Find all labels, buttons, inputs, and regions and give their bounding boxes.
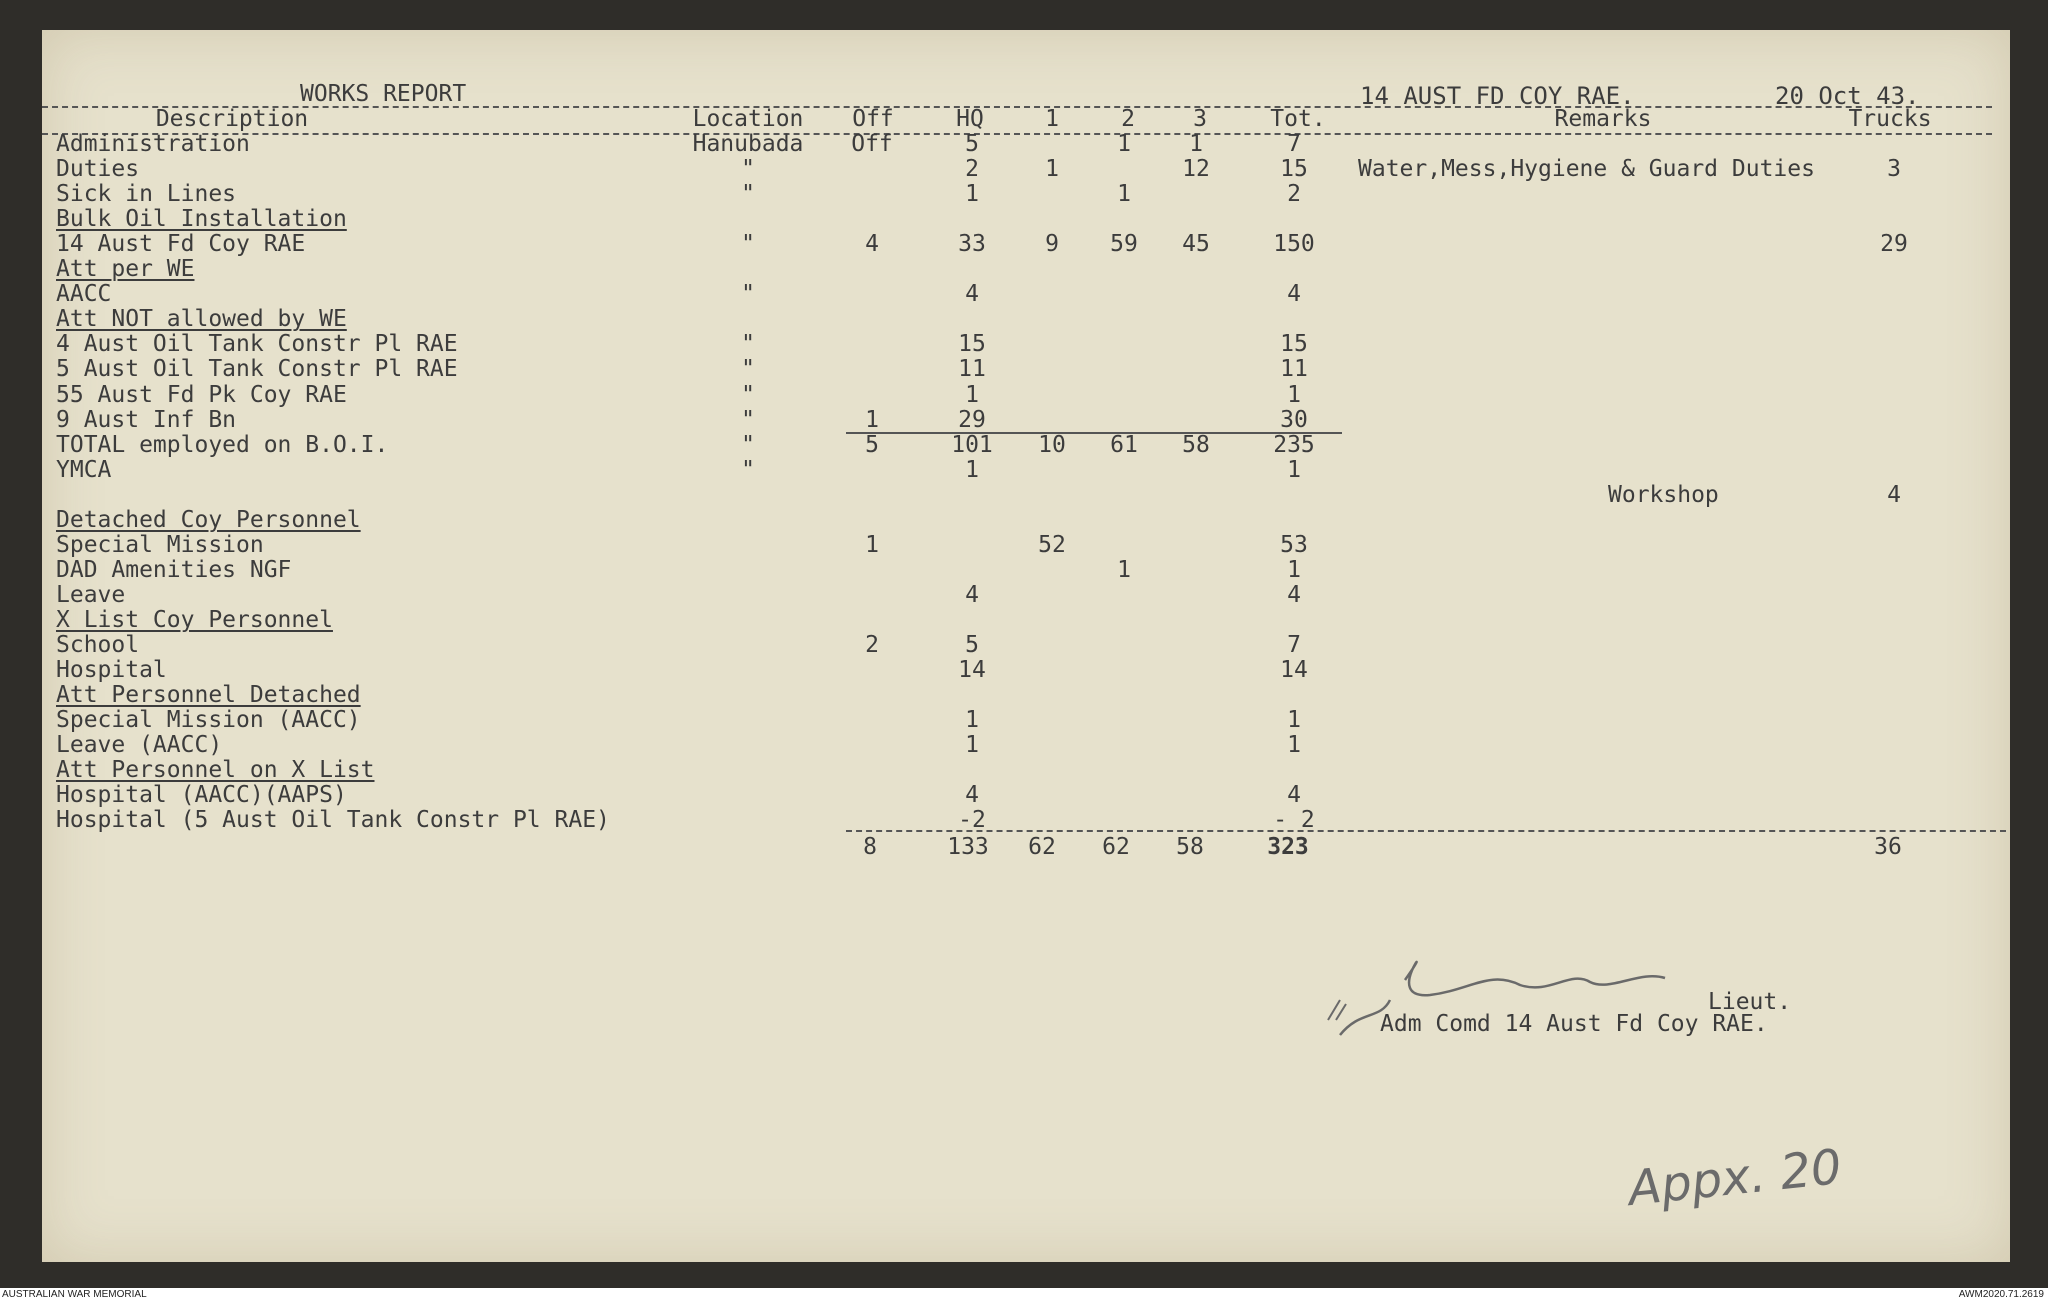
row-off: 4 [865,231,879,258]
row-trucks: 4 [1887,481,1901,508]
row-description: Leave (AACC) [56,732,223,759]
row-total: 1 [1287,707,1301,734]
row-remarks: Water,Mess,Hygiene & Guard Duties [1358,156,1815,183]
row-p1: 1 [1045,156,1059,183]
row-off: 1 [865,531,879,558]
row-total: 1 [1287,732,1301,759]
row-description: Att Personnel on X List [56,757,375,784]
row-off: 2 [865,632,879,658]
col-header-p3: 3 [1193,106,1207,132]
row-location: " [741,331,755,358]
row-p2: 1 [1117,556,1131,583]
row-location: " [741,231,755,258]
row-location: " [741,156,755,183]
grand-total-off: 8 [863,834,877,860]
col-header-hq: HQ [956,106,984,132]
row-total: - 2 [1273,807,1315,834]
grand-total-hq: 133 [947,834,989,860]
row-total: 150 [1273,231,1315,258]
row-p1: 9 [1045,231,1059,258]
row-hq: 4 [965,782,979,809]
row-hq: 101 [951,431,993,458]
report-date: 20 Oct 43. [1775,82,1920,110]
row-description: Special Mission [56,531,264,558]
row-total: 235 [1273,431,1315,458]
appendix-annotation: Appx. 20 [1625,1138,1845,1218]
row-hq: 1 [965,732,979,759]
row-location: " [741,356,755,383]
row-description: 4 Aust Oil Tank Constr Pl RAE [56,331,458,358]
row-location: " [741,181,755,208]
row-total: 53 [1280,531,1308,558]
row-remarks: Workshop [1608,481,1719,508]
row-total: 2 [1287,181,1301,208]
row-description: Hospital (5 Aust Oil Tank Constr Pl RAE) [56,807,610,834]
row-description: 14 Aust Fd Coy RAE [56,231,306,258]
row-total: 4 [1287,281,1301,308]
row-p2: 61 [1110,431,1138,458]
col-header-description: Description [155,106,309,132]
row-hq: 1 [965,381,979,408]
row-description: Administration [56,131,250,157]
row-description: 55 Aust Fd Pk Coy RAE [56,381,347,408]
row-description: 9 Aust Inf Bn [56,406,237,433]
row-p3: 1 [1189,131,1203,157]
row-hq: -2 [958,807,986,834]
row-hq: 15 [958,331,986,358]
footer-right: AWM2020.71.2619 [1958,1289,2044,1300]
row-description: Hospital [56,657,167,684]
grand-total-tot: 323 [1267,834,1309,860]
row-description: Att Personnel Detached [56,682,361,709]
col-header-total: Tot. [1270,106,1326,132]
subtotal-rule [846,432,1342,434]
row-hq: 5 [965,131,979,157]
row-description: YMCA [56,456,112,483]
row-location: " [741,406,755,433]
row-p3: 45 [1182,231,1210,258]
row-description: School [56,632,140,658]
row-hq: 14 [958,657,986,684]
row-hq: 1 [965,181,979,208]
row-hq: 2 [965,156,979,183]
row-total: 4 [1287,782,1301,809]
row-description: Sick in Lines [56,181,237,208]
grand-total-p2: 62 [1102,834,1130,860]
col-header-remarks: Remarks [1554,106,1652,132]
row-total: 14 [1280,657,1308,684]
row-hq: 1 [965,707,979,734]
col-header-location: Location [692,106,804,132]
archive-footer [0,1288,2048,1302]
grand-total-trucks: 36 [1874,834,1902,860]
col-header-p1: 1 [1045,106,1059,132]
row-description: AACC [56,281,112,308]
row-total: 11 [1280,356,1308,383]
row-p2: 59 [1110,231,1138,258]
row-total: 7 [1287,131,1301,157]
report-title: WORKS REPORT [300,81,467,107]
col-header-off: Off [852,106,894,132]
row-location: " [741,281,755,308]
row-description: Leave [56,581,126,608]
row-description: 5 Aust Oil Tank Constr Pl RAE [56,356,458,383]
unit-name: 14 AUST FD COY RAE. [1360,82,1635,110]
row-description: Duties [56,156,140,183]
row-total: 1 [1287,456,1301,483]
row-description: Att per WE [56,256,195,283]
row-description: Bulk Oil Installation [56,206,347,233]
row-off: 1 [865,406,879,433]
row-total: 15 [1280,156,1308,183]
row-p2: 1 [1117,131,1131,157]
row-description: Hospital (AACC)(AAPS) [56,782,347,809]
row-total: 1 [1287,556,1301,583]
row-hq: 4 [965,581,979,608]
grand-total-p3: 58 [1176,834,1204,860]
signature-rank: Lieut. [1708,989,1792,1015]
col-header-trucks: Trucks [1848,106,1932,132]
header-rule-bottom [42,133,1992,135]
grand-total-rule [846,830,2006,832]
row-p2: 1 [1117,181,1131,208]
row-hq: 4 [965,281,979,308]
row-hq: 1 [965,456,979,483]
row-description: Detached Coy Personnel [56,506,361,533]
row-total: 1 [1287,381,1301,408]
row-description: Special Mission (AACC) [56,707,361,734]
row-description: TOTAL employed on B.O.I. [56,431,389,458]
row-p1: 52 [1038,531,1066,558]
row-location: " [741,456,755,483]
row-total: 7 [1287,632,1301,658]
row-total: 30 [1280,406,1308,433]
row-trucks: 29 [1880,231,1908,258]
row-off: Off [851,131,893,157]
grand-total-p1: 62 [1028,834,1056,860]
row-hq: 33 [958,231,986,258]
header-rule-top [42,106,1992,108]
row-location: " [741,431,755,458]
row-off: 5 [865,431,879,458]
row-hq: 29 [958,406,986,433]
row-description: Att NOT allowed by WE [56,306,347,333]
row-hq: 11 [958,356,986,383]
row-hq: 5 [965,632,979,658]
row-location: " [741,381,755,408]
row-p3: 12 [1182,156,1210,183]
row-p1: 10 [1038,431,1066,458]
row-description: DAD Amenities NGF [56,556,292,583]
row-p3: 58 [1182,431,1210,458]
row-total: 15 [1280,331,1308,358]
row-description: X List Coy Personnel [56,606,333,633]
row-trucks: 3 [1887,156,1901,183]
row-total: 4 [1287,581,1301,608]
row-location: Hanubada [692,131,804,157]
signature-line: Adm Comd 14 Aust Fd Coy RAE. [1380,1011,1768,1037]
footer-left: AUSTRALIAN WAR MEMORIAL [2,1289,147,1300]
col-header-p2: 2 [1121,106,1135,132]
